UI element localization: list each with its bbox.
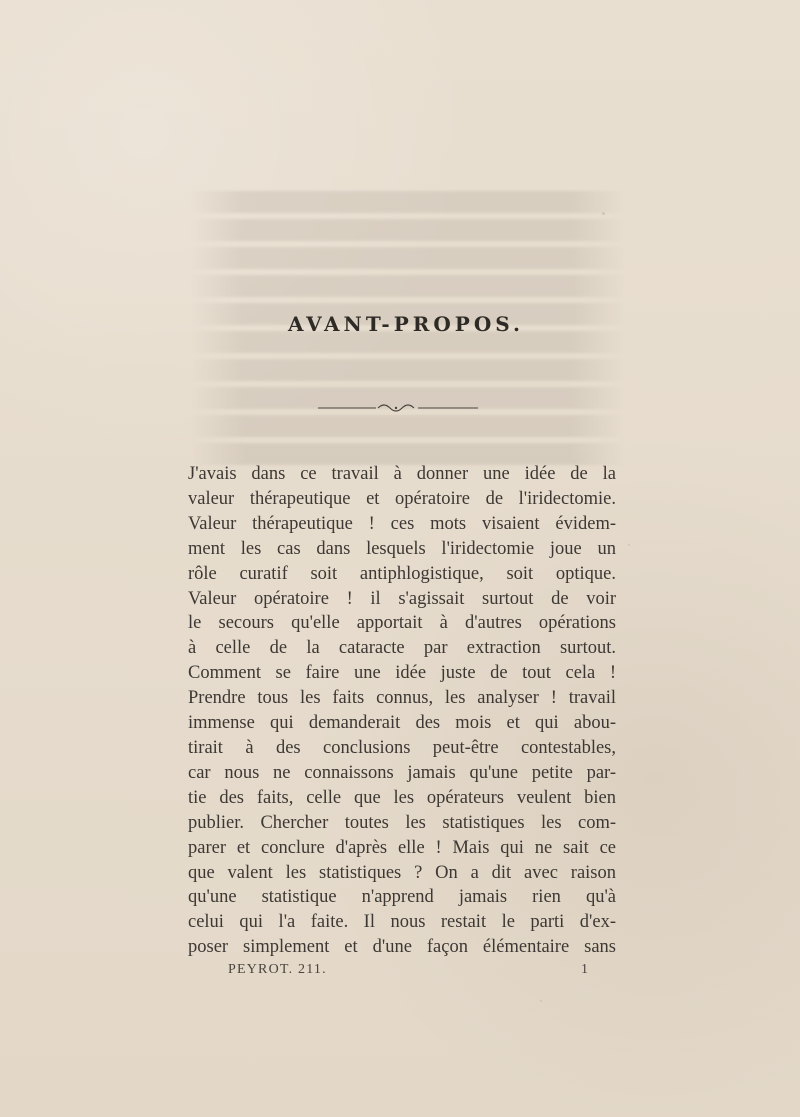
page-number: 1 [581,962,588,977]
body-line: car nous ne connaissons jamais qu'une petite par- [188,762,616,783]
paper-spot [628,544,630,546]
body-line: Valeur opératoire ! il s'agissait surtout de voir [188,588,616,609]
body-line: rôle curatif soit antiphlogistique, soit optique. [188,563,616,584]
body-line: Valeur thérapeutique ! ces mots visaient évidem- [188,513,616,534]
body-paragraph [188,462,616,960]
body-line: J'avais dans ce travail à donner une idée de la [188,464,616,484]
body-line: valeur thérapeutique et opératoire de l'iridectomie. [188,488,616,509]
body-line: le secours qu'elle apportait à d'autres opérations [188,613,616,634]
page-title: AVANT-PROPOS. [288,312,524,336]
paper-spot [602,212,605,215]
body-line: que valent les statistiques ? On a dit avec raison [188,862,616,883]
body-line: Comment se faire une idée juste de tout cela ! [188,663,616,684]
footer-signature: PEYROT. 211. [228,962,327,977]
body-line: poser simplement et d'une façon élémentaire sans [188,937,616,958]
body-line: qu'une statistique n'apprend jamais rien qu'à [188,887,616,908]
page-footer [228,962,588,982]
body-line: celui qui l'a faite. Il nous restait le parti d'ex- [188,912,616,933]
body-line: Prendre tous les faits connus, les analyser ! travail [188,688,616,709]
body-line: tie des faits, celle que les opérateurs veulent bien [188,787,616,808]
body-line: publier. Chercher toutes les statistiques les com- [188,812,616,833]
body-line: parer et conclure d'après elle ! Mais qui ne sait ce [188,837,616,858]
paper-spot [540,1000,542,1002]
body-line: à celle de la cataracte par extraction surtout. [188,638,616,659]
body-line: immense qui demanderait des mois et qui abou- [188,713,616,734]
body-line: tirait à des conclusions peut-être contestables, [188,737,616,758]
decorative-rule [318,400,478,416]
body-line: ment les cas dans lesquels l'iridectomie joue un [188,538,616,559]
